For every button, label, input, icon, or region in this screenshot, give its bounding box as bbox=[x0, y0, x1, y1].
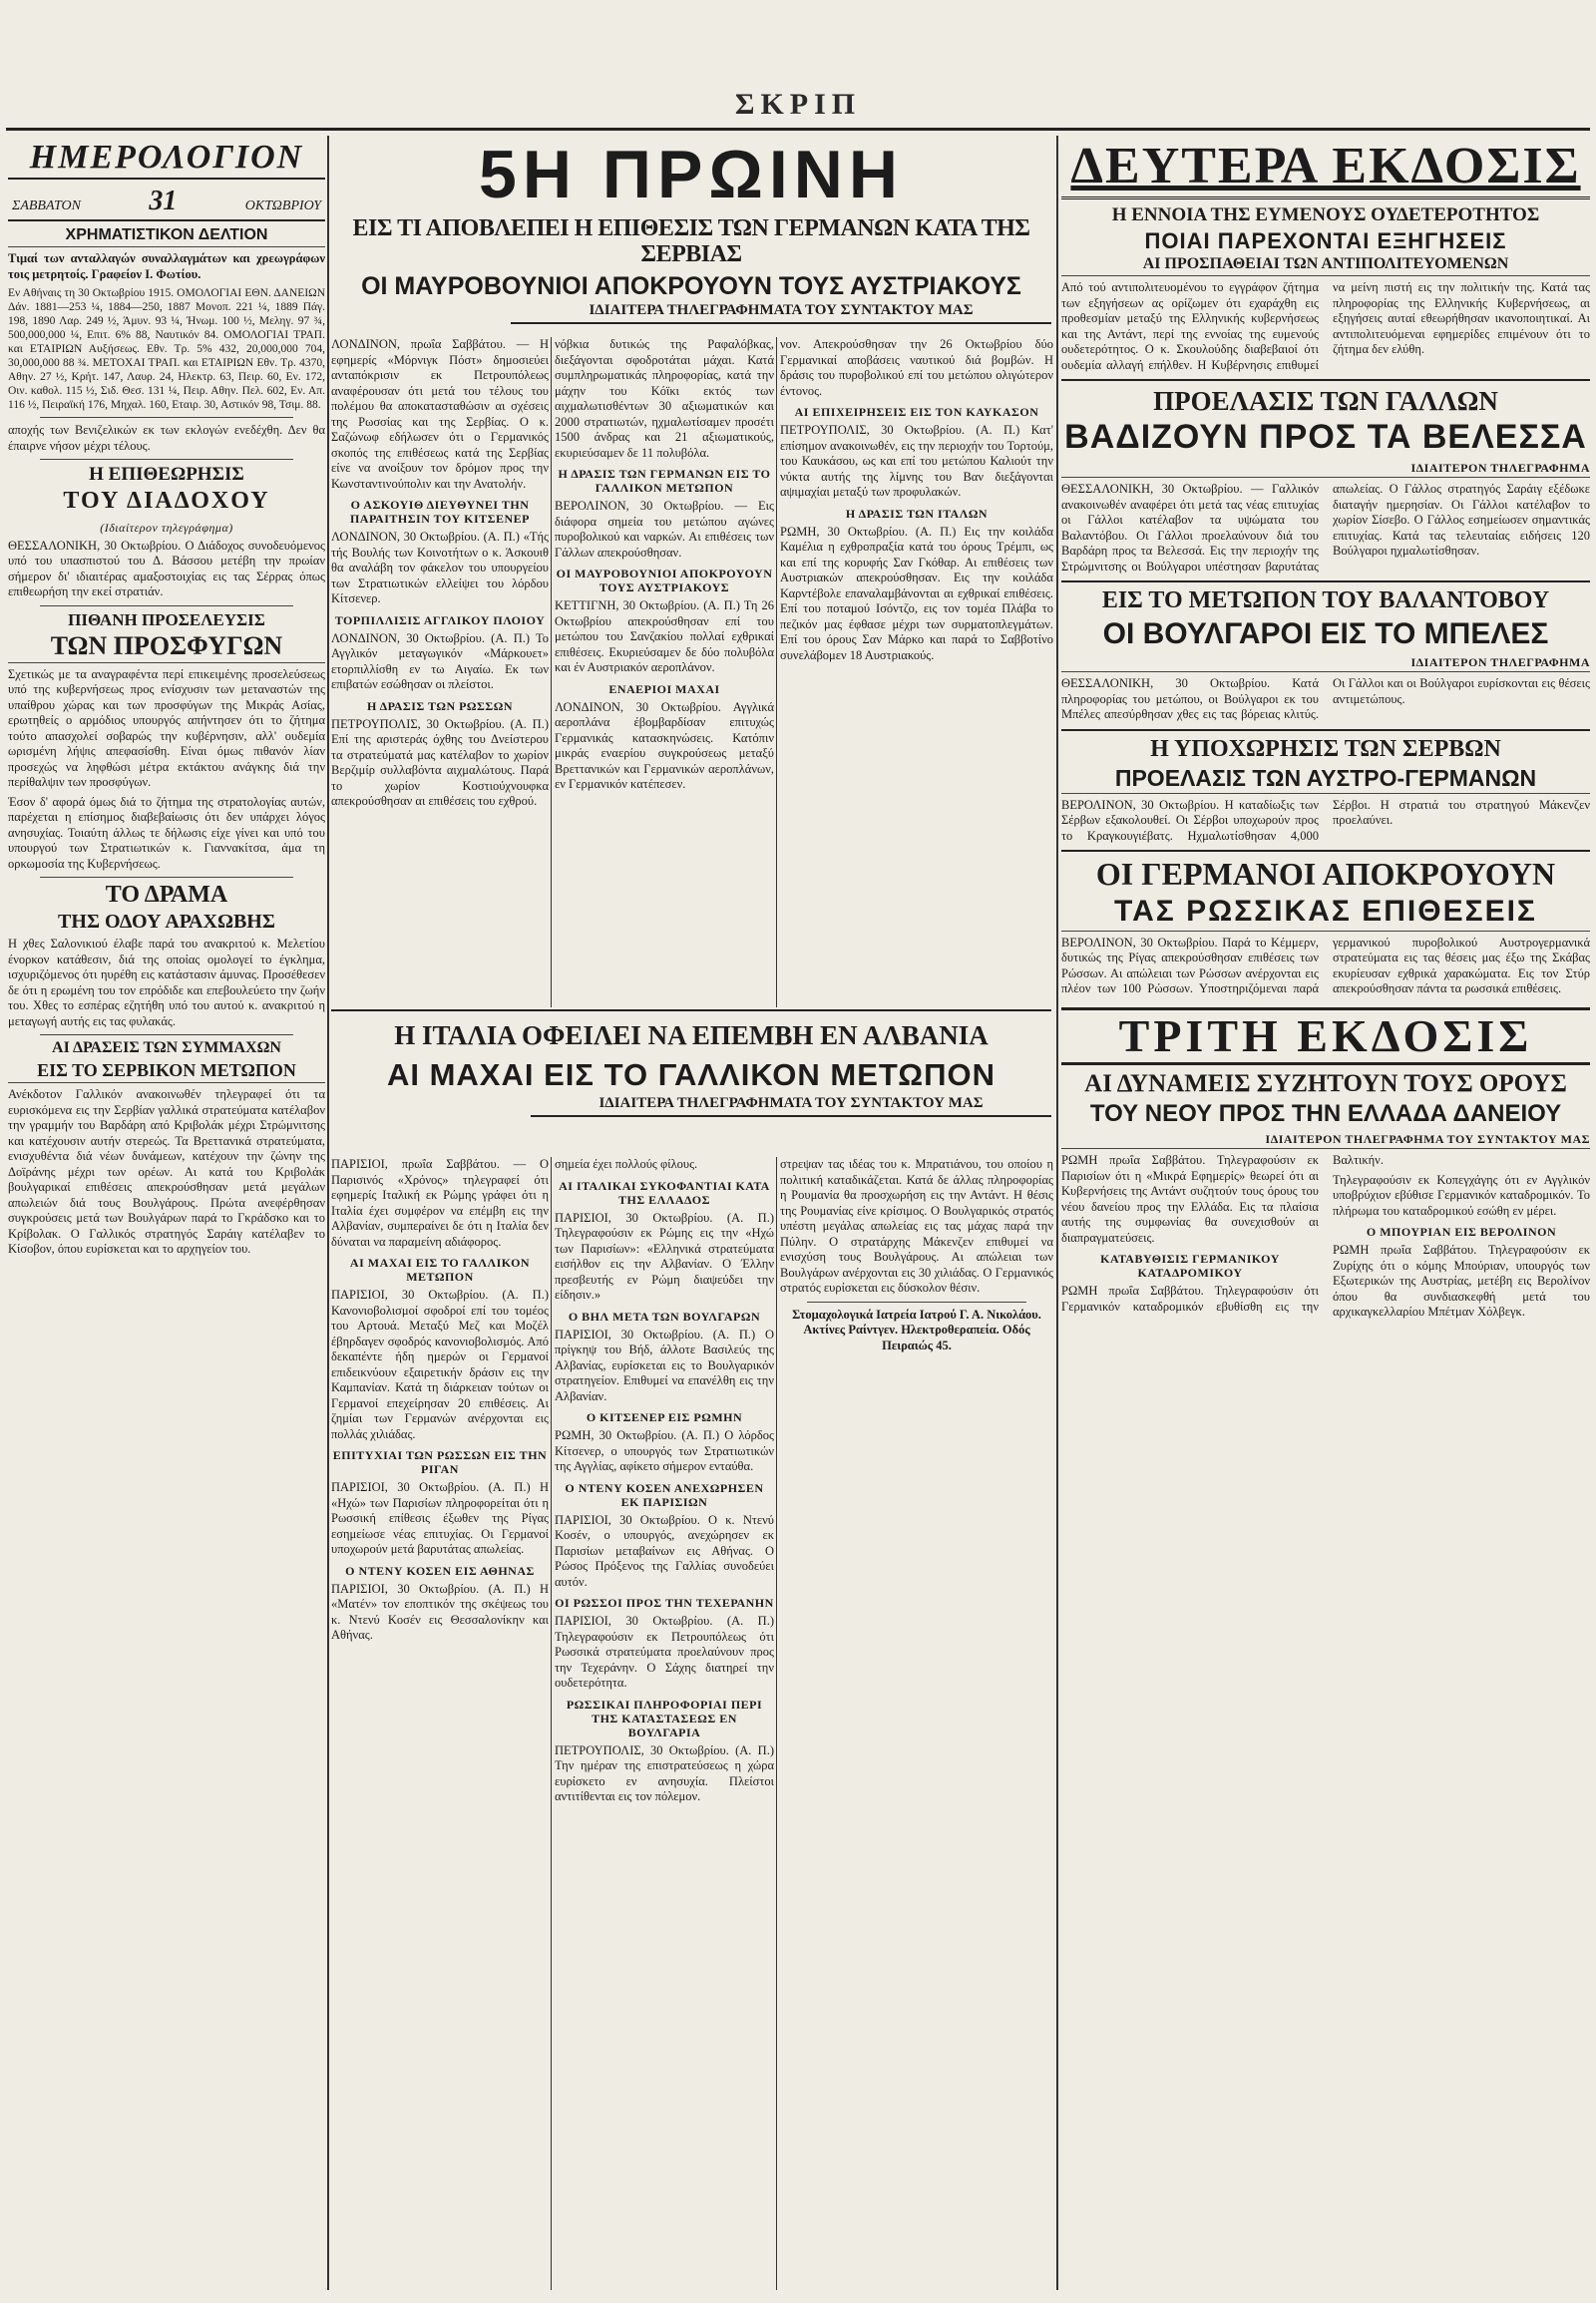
serbs-text: ΒΕΡΟΛΙΝΟΝ, 30 Οκτωβρίου. Η καταδίωξις των Σέρβων εξακολουθεί. Οι Σέρβοι υποχωρούν προς το Κραγκουγιέβατς. Ηχμαλωτίσθησαν 4,000 Σέρβοι. Η στρατιά του στρατηγού Μάκενζεν προελαύνει. bbox=[1061, 797, 1590, 843]
divider bbox=[1061, 580, 1590, 582]
burian-text: ΡΩΜΗ πρωΐα Σαββάτου. Τηλεγραφούσιν εκ Ζυρίχης ότι ο κόμης Μπούριαν, υπουργός των Εξωτερικών της Αυστρίας, μετέβη εις Βερολίνον όπου θα συνδιασκεφθή μετά του αρχικαγκελλαρίου Μπέτμαν Χόλβεγκ. bbox=[1333, 1243, 1590, 1320]
valandovo-headline-2: ΟΙ ΒΟΥΛΓΑΡΟΙ ΕΙΣ ΤΟ ΜΠΕΛΕΣ bbox=[1102, 616, 1549, 650]
hemerologion-title: ΗΜΕΡΟΛΟΓΙΟΝ bbox=[8, 140, 325, 180]
c2-subheading-2: ΟΙ ΜΑΥΡΟΒΟΥΝΙΟΙ ΑΠΟΚΡΟΥΟΥΝ ΤΟΥΣ ΑΥΣΤΡΙΑΚΟΥΣ bbox=[556, 567, 773, 594]
c3-subheading-2: Η ΔΡΑΣΙΣ ΤΩΝ ΙΤΑΛΩΝ bbox=[845, 506, 989, 521]
c1-subheading-1: Ο ΑΣΚΟΥΙΘ ΔΙΕΥΘΥΝΕΙ ΤΗΝ ΠΑΡΑΙΤΗΣΙΝ ΤΟΥ ΚΙΤΣΕΝΕΡ bbox=[349, 498, 531, 526]
i2-text-2: ΠΑΡΙΣΙΟΙ, 30 Οκτωβρίου. (Α. Π.) Τηλεγραφούσιν εκ Ρώμης εις την «Ηχώ των Παρισίων»: «Ελληνικά στρατεύματα εισήλθον εις την Αλβανίαν. Ο Έλλην πρεσβευτής εν Ρώμη διαψεύδει την είδησιν.» bbox=[555, 1210, 774, 1302]
divider bbox=[40, 605, 293, 606]
i2-subheading-4: Ο ΝΤΕΝΥ ΚΟΣΕΝ ΑΝΕΧΩΡΗΣΕΝ ΕΚ ΠΑΡΙΣΙΩΝ bbox=[565, 1480, 764, 1509]
i1-text-2: ΠΑΡΙΣΙΟΙ, 30 Οκτωβρίου. (Α. Π.) Κανονιοβολισμοί σφοδροί επί του τομέος του Αρτουά. Μεταξύ Μεζ και Μοζέλ έβηρδαγεν σφοδρός κανονιοβολισμός. Από δεκαπέντε ήδη ημερών οι Γερμανοί επιδεικνύουν εξαιρετικήν δράσιν εις την Καμπανίαν. Κατά τη διάρκειαν τούτων οι Γερμανοί επεχείρησαν 20 επιθέσεις. Αι ζημίαι των Γερμανών ανέρχονται εις πολλάς χιλιάδας. bbox=[331, 1288, 549, 1441]
germans-headline-2: ΤΑΣ ΡΩΣΣΙΚΑΣ ΕΠΙΘΕΣΕΙΣ bbox=[1061, 896, 1590, 932]
italy-headline-1: Η ΙΤΑΛΙΑ ΟΦΕΙΛΕΙ ΝΑ ΕΠΕΜΒΗ ΕΝ ΑΛΒΑΝΙΑ bbox=[394, 1020, 989, 1050]
italy-headline-2: ΑΙ ΜΑΧΑΙ ΕΙΣ ΤΟ ΓΑΛΛΙΚΟΝ ΜΕΤΩΠΟΝ bbox=[386, 1057, 997, 1093]
loan-columns bbox=[1061, 1153, 1590, 1321]
valandovo-text: ΘΕΣΣΑΛΟΝΙΚΗ, 30 Οκτωβρίου. Κατά πληροφορίας του μετώπου, οι Βούλγαροι εκ του Μπέλες απεσύρθησαν χθες εις τας βόρειας κλιτύς. Οι Γάλλοι και οι Βούλγαροι ευρίσκονται εις θέσεις αντιμετώπους. bbox=[1061, 676, 1590, 722]
lower-column-3 bbox=[780, 1157, 1053, 2290]
c1-text-4: ΠΕΤΡΟΥΠΟΛΙΣ, 30 Οκτωβρίου. (Α. Π.) Επί της αριστεράς όχθης του Δνείστερου τα στρατεύματά μας κατέλαβον το χωρίον Βερζιμίρ συλλαβόντα αιχμαλώτους. Παρά το χωρίον Κοστιούχνουφκα απεκρούσθησαν αι επιθέσεις του εχθρού. bbox=[331, 716, 549, 808]
i2-text-4: ΡΩΜΗ, 30 Οκτωβρίου. (Α. Π.) Ο λόρδος Κίτσενερ, ο υπουργός των Στρατιωτικών της Αγγλίας, αφίκετο σήμερον ενταύθα. bbox=[555, 1428, 774, 1473]
drama-text: Η χθες Σαλονικιού έλαβε παρά του ανακριτού κ. Μελετίου ένορκον κατάθεσιν, διά της οποίας ομολογεί το έγκλημα, ισχυριζόμενος ότι ηυρέθη εις κατάστασιν άμυνας. Προσέθεσεν δε ότι η ερωμένη του τον επρόδιδε και επεβουλεύετο την ζωήν του. Χθες το εσπέρας εζητήθη υπό του αυτού κ. ανακριτού η μεταγωγή αυτής εις τας φυλακάς. bbox=[8, 937, 325, 1028]
i2-subheading-1: ΑΙ ΙΤΑΛΙΚΑΙ ΣΥΚΟΦΑΝΤΙΑΙ ΚΑΤΑ ΤΗΣ ΕΛΛΑΔΟΣ bbox=[559, 1178, 770, 1207]
main-headline-1: ΕΙΣ ΤΙ ΑΠΟΒΛΕΠΕΙ Η ΕΠΙΘΕΣΙΣ ΤΩΝ ΓΕΡΜΑΝΩΝ ΚΑΤΑ ΤΗΣ ΣΕΡΒΙΑΣ bbox=[352, 215, 1030, 267]
cruiser-text: ΡΩΜΗ πρωΐα Σαββάτου. Τηλεγραφούσιν ότι Γερμανικόν καταδρομικόν εβυθίσθη εις την Βαλτικήν. bbox=[1061, 1153, 1384, 1314]
c2-text: νόβκια δυτικώς της Ραφαλόβκας, διεξάγονται σφοδροτάται μάχαι. Κατά συμπληρωματικάς πληροφορίας, κατά την μάχην του Κόϊκι εκτός των αιχμαλωτισθέντων 30 αξιωματικών και 2000 στρατιωτών, ηχμαλωτίσαμεν πρoσέτι 1500 άνδρας και 21 αξιωματικούς, εκυριεύσαμεν δε 11 πολυβόλα. bbox=[555, 337, 774, 460]
i1-subheading-3: Ο ΝΤΕΝΥ ΚΟΣΕΝ ΕΙΣ ΑΘΗΝΑΣ bbox=[345, 1563, 535, 1578]
c3-subheading-1: ΑΙ ΕΠΙΧΕΙΡΗΣΕΙΣ ΕΙΣ ΤΟΝ ΚΑΥΚΑΣΟΝ bbox=[794, 405, 1039, 419]
doctor-advertisement: Στομαχολογικά Ιατρεία Ιατρού Γ. Α. Νικολάου. Ακτίνες Ραίντγεν. Ηλεκτροθεραπεία. Οδός Πειραιώς 45. bbox=[792, 1307, 1041, 1352]
neutrality-text: Από τού αντιπολιτευομένου το εγγράφον ζήτημα των εξηγήσεων ας ορίζωμεν ότι εχαράχθη εις προθεσμίαν μεταξύ της Ελληνικής κυβερνήσεως και της Αντάντ, περί της εννοίας της ευμενούς ουδετερότητος. Ο κ. Σκουλούδης διαβεβαιοί ότι ουδεμία αλλαγή επήλθεν. Η Κυβέρνησις επιθυμεί να μείνη πιστή εις την πολιτικήν της. Κατά τας πληροφορίας της Ελληνικής Κυβερνήσεως, αι εξηγήσεις αυταί εθεωρήθησαν ικανοποιητικαί. Αι αντιπολιτευόμεναι εφημερίδες επιμένουν ότι το ζήτημα δεν ελύθη. bbox=[1061, 280, 1590, 372]
drama-heading-2: ΤΗΣ ΟΔΟΥ ΑΡΑΧΩΒΗΣ bbox=[58, 911, 275, 934]
refugees-text: Σχετικώς με τα αναγραφέντα περί επικειμένης προσελεύσεως υπό της κυβερνήσεως προς ενίσχυσιν των μεταναστών της υπαίθρου χώρας και των προσφύγων της Μικράς Ασίας, ερωτηθείς ο αρμόδιος υπουργός απήντησεν ότι το ζήτημα τούτο απασχολεί σοβαρώς την κυβέρνησιν, αλλ' ουδεμία ωρισμένη λήψις απεφασίσθη. Είναι όμως πιθανόν λίαν προσεχώς να ληφθώσι μέτρα εκτάκτου ανάγκης διά την περίθαλψιν των προσφύγων. bbox=[8, 666, 325, 790]
morning-edition-banner: 5Η ΠΡΩΙΝΗ bbox=[479, 137, 904, 212]
allies-text: Ανέκδοτον Γαλλικόν ανακοινωθέν τηλεγραφεί ότι τα ευρισκόμενα εις την Σερβίαν γαλλικά στρατεύματα κατέλαβον την γραμμήν του Βαρδάρη από Κριβολάκ μέχρι Στρώμνιτσης και κατέχουσιν αυτήν στερεώς. Τα Βρεττανικά στρατεύματα, ενισχυθέντα διά νέων δυνάμεων, κατέχουν την ζώνην της Δοϊράνης μέχρι των ορέων. Αι κατά του Κριβολάκ βουλγαρικαί επιθέσεις απεκρούσθησαν μετά μεγάλων απωλειών διά τους Βουλγάρους. Πρώτα ανεφέρθησαν συγκρούσεις μετά των Βουλγάρων παρά το Γκράδσκο και το Κρίβολακ. Ο Γαλλικός στρατηγός Σαράιγ κατέλαβεν το Κίσοβον, όπου ευρίσκεται και το αρχηγείον του. bbox=[8, 1087, 325, 1257]
c3-text-2: ΠΕΤΡΟΥΠΟΛΙΣ, 30 Οκτωβρίου. (Α. Π.) Κατ' επίσημον ανακοινωθέν, εις την περιοχήν του Τορτούμ, του Καυκάσου, ως και επί του μετώπου Καλιούτ την νύκτα αυτής της λίμνης του Βαν διεξάγονται αψιμαχίαι μεταξύ των προφυλακών. bbox=[780, 423, 1053, 499]
cruiser-subheading: ΚΑΤΑΒΥΘΙΣΙΣ ΓΕΡΜΑΝΙΚΟΥ ΚΑΤΑΔΡΟΜΙΚΟΥ bbox=[1100, 1252, 1280, 1281]
financial-bulletin-intro: Τιμαί των ανταλλαγών συναλλαγμάτων και χρεωγράφων τοις μετρητοίς. Γραφείον Ι. Φωτίου. bbox=[8, 251, 325, 281]
third-edition-title: ΤΡΙΤΗ ΕΚΔΟΣΙΣ bbox=[1061, 1007, 1590, 1065]
gauls-headline-2: ΒΑΔΙΖΟΥΝ ΠΡΟΣ ΤΑ ΒΕΛΕΣΣΑ bbox=[1064, 417, 1587, 456]
divider bbox=[40, 877, 293, 878]
date-line bbox=[8, 184, 325, 221]
italy-headline-3: ΙΔΙΑΙΤΕΡΑ ΤΗΛΕΓΡΑΦΗΜΑΤΑ ΤΟΥ ΣΥΝΤΑΚΤΟΥ ΜΑΣ bbox=[531, 1096, 1051, 1117]
c3-text: νον. Απεκρούσθησαν την 26 Οκτωβρίου δύο Γερμανικαί αποβάσεις ναυτικού διά βομβών. Η δράσις του πυροβολικού επί του μετώπου ολιγώτερον έντονος. bbox=[780, 337, 1053, 398]
c3-text-3: ΡΩΜΗ, 30 Οκτωβρίου. (Α. Π.) Εις την κοιλάδα Καμέλια η εχθροπραξία κατά του όρους Τρέμπι, ως και επί της κορυφής Σαν Γκόθαρ. Αι επιθέσεις των Αυστριακών απεκρούσθησαν. Εις την κοιλάδα Καρντέβολε επαναλαμβάνονται αι εχθρικαί επιθέσεις. Επί του ποταμού Ισόντζο, εις τον τομέα Πλάβα το πεζικόν μας έφθασε μέχρι των συρματοπλεγμάτων. Επί του όρους Σαν Μάρκο και παρά το Σαββοτίνο συνελάβομεν 18 Αυστριακούς. bbox=[780, 524, 1053, 662]
loan-text: ΡΩΜΗ πρωΐα Σαββάτου. Τηλεγραφούσιν εκ Παρισίων ότι η «Μικρά Εφημερίς» θεωρεί ότι αι Κυβερνήσεις της Αντάντ συζητούν τους όρους του νέου δανείου προς την Ελλάδα. Εις τα πλαίσια αυτής της συμφωνίας θα συνεχισθούν αι διαπραγματεύσεις. bbox=[1061, 1153, 1319, 1245]
morning-edition-header bbox=[331, 136, 1051, 328]
column-divider bbox=[776, 337, 777, 1007]
fragment-text: αποχής των Βενιζελικών εκ των εκλογών ενεδέχθη. Δεν θα έπαιρνε νήσον μέχρι τέλους. bbox=[8, 423, 325, 453]
divider bbox=[40, 1034, 293, 1035]
italy-header bbox=[331, 1009, 1051, 1121]
drama-heading-1: ΤΟ ΔΡΑΜΑ bbox=[105, 882, 228, 909]
loan-headline-2: ΤΟΥ ΝΕΟΥ ΠΡΟΣ ΤΗΝ ΕΛΛΑΔΑ ΔΑΝΕΙΟΥ bbox=[1089, 1100, 1562, 1128]
i3-text: στρεψαν τας ιδέας του κ. Μπρατιάνου, του οποίου η πολιτική καταδικάζεται. Κατά δε άλλας πληροφορίας η Ρουμανία θα προσχωρήση εις την Αντάντ. Η θέσις της Ρουμανίας είνε κρίσιμος. Ο Βουλγαρικός στρατός υπέστη μεγάλας απωλείας εις τας μάχας παρά την Πύλην. Ο στρατάρχης Μάκενζεν επιθυμεί να ενισχύση τους Βουλγάρους. Αι απώλειαι των Βουλγάρων ανέρχονται εις 30 χιλιάδας. Ο Γερμανικός στρατός ευρίσκεται εις δύσκολον θέσιν. bbox=[780, 1157, 1053, 1295]
i1-text-3: ΠΑΡΙΣΙΟΙ, 30 Οκτωβρίου. (Α. Π.) Η «Ηχώ» των Παρισίων πληροφορείται ότι η Ρωσσική επίθεσις έξωθεν της Ρίγας εσημείωσε νέας επιτυχίας. Οι Γερμανοί υποχωρούν μετά βαρυτάτας απωλείας. bbox=[331, 1480, 549, 1556]
i2-subheading-3: Ο ΚΙΤΣΕΝΕΡ ΕΙΣ ΡΩΜΗΝ bbox=[586, 1410, 743, 1424]
inspection-text: ΘΕΣΣΑΛΟΝΙΚΗ, 30 Οκτωβρίου. Ο Διάδοχος συνοδευόμενος υπό του υπασπιστού του Δ. Βάσσου μετέβη την πρωίαν σήμερον δι' ιδιαιτέρας αμαξοστοιχίας εις τας Σέρρας όπως επιθεωρήση την εκεί στρατιάν. bbox=[8, 538, 325, 599]
c1-subheading-3: Η ΔΡΑΣΙΣ ΤΩΝ ΡΩΣΣΩΝ bbox=[366, 698, 514, 713]
germans-headline-1: ΟΙ ΓΕΡΜΑΝΟΙ ΑΠΟΚΡΟΥΟΥΝ bbox=[1095, 856, 1556, 893]
main-headline-3: ΙΔΙΑΙΤΕΡΑ ΤΗΛΕΓΡΑΦΗΜΑΤΑ ΤΟΥ ΣΥΝΤΑΚΤΟΥ ΜΑΣ bbox=[511, 303, 1051, 324]
neutrality-headline-3: ΑΙ ΠΡΟΣΠΑΘΕΙΑΙ ΤΩΝ ΑΝΤΙΠΟΛΙΤΕΥΟΜΕΝΩΝ bbox=[1061, 256, 1590, 277]
gauls-subheading: ΙΔΙΑΙΤΕΡΟΝ ΤΗΛΕΓΡΑΦΗΜΑ bbox=[1061, 461, 1590, 478]
divider bbox=[1061, 729, 1590, 731]
second-edition-title: ΔΕΥΤΕΡΑ ΕΚΔΟΣΙΣ bbox=[1061, 140, 1590, 199]
serbs-headline-2: ΠΡΟΕΛΑΣΙΣ ΤΩΝ ΑΥΣΤΡΟ-ΓΕΡΜΑΝΩΝ bbox=[1061, 766, 1590, 794]
allies-heading-2: ΕΙΣ ΤΟ ΣΕΡΒΙΚΟΝ ΜΕΤΩΠΟΝ bbox=[8, 1061, 325, 1083]
middle-column-3 bbox=[780, 337, 1053, 1007]
c1-text-3: ΛΟΝΔΙΝΟΝ, 30 Οκτωβρίου. (Α. Π.) Το Αγγλικόν μεταγωγικόν «Μάρκουετ» ετορπιλλίσθη εν τω Αιγαίω. Εκ των επιβατών εσώθησαν οι πλείστοι. bbox=[331, 630, 549, 691]
c1-text-2: ΛΟΝΔΙΝΟΝ, 30 Οκτωβρίου. (Α. Π.) «Τής τής Βουλής των Κοινοτήτων ο κ. Άσκουιθ θα αναλάβη τον φάκελον του υπουργείου των Στρατιωτικών ελλείψει του λόρδου Κίτσενερ. bbox=[331, 530, 549, 605]
i2-text-7: ΠΕΤΡΟΥΠΟΛΙΣ, 30 Οκτωβρίου. (Α. Π.) Την ημέραν της επιστρατεύσεως η χώρα ευρίσκετο εν ανησυχία. Πλείστοι αντιτίθενται εις τον πόλεμον. bbox=[555, 1742, 774, 1803]
i2-text: σημεία έχει πολλούς φίλους. bbox=[555, 1157, 698, 1171]
day-name: ΣΑΒΒΑΤΟΝ bbox=[12, 197, 81, 213]
gauls-text: ΘΕΣΣΑΛΟΝΙΚΗ, 30 Οκτωβρίου. — Γαλλικόν ανακοινωθέν αναφέρει ότι μετά τας νέας επιτυχίας οι Γάλλοι κατέλαβον τα υψώματα του Βαλαντόβου. Οι Γάλλοι προελαύνουν διά του Βαρδάρη προς τα Βελεσσά. Εις την περιοχήν της Στρώμνιτσης οι Βούλγαροι υπέστησαν βαρυτάτας απωλείας. Ο Γάλλος στρατηγός Σαράιγ εξέδωκε διαταγήν ημερησίαν. Οι Γάλλοι κατέλαβον το χωρίον Σίσεβο. Ο Γάλλος εσημείωσεν σημαντικάς επιτυχίας. Κατά τας τελευταίας ειδήσεις 120 Βούλγαροι ηχμαλωτίσθησαν. bbox=[1061, 482, 1590, 574]
right-column bbox=[1061, 136, 1590, 2290]
divider bbox=[1061, 379, 1590, 381]
inspection-heading-2: ΤΟΥ ΔΙΑΔΟΧΟΥ bbox=[63, 488, 270, 515]
lower-column-2 bbox=[555, 1157, 774, 2290]
divider bbox=[807, 1302, 1025, 1303]
inspection-subheading: (Ιδιαίτερον τηλεγράφημα) bbox=[100, 520, 233, 535]
cruiser-text-2: Τηλεγραφούσιν εκ Κοπεγχάγης ότι εν Αγγλικόν υποβρύχιον εβύθισε Γερμανικόν καταδρομικόν. Το πλήρωμα του καταδρομικού εσώθη εν μέρει. bbox=[1333, 1172, 1590, 1218]
loan-headline-1: ΑΙ ΔΥΝΑΜΕΙΣ ΣΥΖΗΤΟΥΝ ΤΟΥΣ ΟΡΟΥΣ bbox=[1084, 1069, 1567, 1097]
financial-bulletin-text: Εν Αθήναις τη 30 Οκτωβρίου 1915. ΟΜΟΛΟΓΙΑΙ ΕΘΝ. ΔΑΝΕΙΩΝ Δάν. 1881—253 ¼, 1884—250, 1887 Μονοπ. 221 ¼, 1889 Πάγ. 198, 1890 Λαρ. 249 ½, Άμυν. 93 ¼, Ήνωμ. 100 ½, Μεληγ. 97 ¾, 500,000,000 ¼, Επιτ. 6% 88, Ναυτικόν 84. ΟΜΟΛΟΓΙΑΙ ΤΡΑΠ. και ΕΤΑΙΡΙΩΝ Αυξήσεως. Εθν. Τρ. 5% 432, 20,000,000 704, 30,000,000 88 ¾. ΜΕΤΟΧΑΙ ΤΡΑΠ. και ΕΤΑΙΡΙΩΝ Εθν. Τρ. 4370, Αθην. 27 ½, Κρήτ. 147, Λαυρ. 24, Ηλεκτρ. 63, Πειρ. 60, Εν. 172, Οιν. καθολ. 115 ½, Σιδ. Θεσ. 131 ¼, Πειρ. Αθην. Πελ. 602, Εν. Απ. 116 ½, Πειραϊκή 176, Μηχαλ. 160, Εταιρ. 30, Αστικόν 98, Τσιμ. 88. bbox=[8, 287, 325, 412]
date-number: 31 bbox=[149, 185, 178, 216]
refugees-heading-2: ΤΩΝ ΠΡΟΣΦΥΓΩΝ bbox=[8, 632, 325, 662]
i2-text-3: ΠΑΡΙΣΙΟΙ, 30 Οκτωβρίου. (Α. Π.) Ο πρίγκηψ του Βήδ, άλλοτε Βασιλεύς της Αλβανίας, ευρίσκεται εις το Βουλγαρικόν στρατηγείον. Επιθυμεί να επανέλθη εις την Αλβανίαν. bbox=[555, 1327, 774, 1403]
valandovo-headline-1: ΕΙΣ ΤΟ ΜΕΤΩΠΟΝ ΤΟΥ ΒΑΛΑΝΤΟΒΟΥ bbox=[1101, 587, 1550, 614]
c2-text-3: ΚΕΤΤΙΓΝΗ, 30 Οκτωβρίου. (Α. Π.) Τη 26 Οκτωβρίου απεκρούσθησαν επί του μετώπου του Σανζακίου πολλαί εχθρικαί επιθέσεις. Εκυριεύσαμεν δε δύο πολυβόλα και έν Αυστριακόν αεροπλάνον. bbox=[555, 598, 774, 674]
divider bbox=[1061, 850, 1590, 852]
month-name: ΟΚΤΩΒΡΙΟΥ bbox=[244, 197, 321, 213]
neutrality-headline-1: Η ΕΝΝΟΙΑ ΤΗΣ ΕΥΜΕΝΟΥΣ ΟΥΔΕΤΕΡΟΤΗΤΟΣ bbox=[1111, 203, 1540, 225]
c2-text-2: ΒΕΡΟΛΙΝΟΝ, 30 Οκτωβρίου. — Εις διάφορα σημεία του μετώπου αγώνες πυροβολικού και ναρκών. Αι επιθέσεις των Γάλλων απεκρούσθησαν. bbox=[555, 499, 774, 560]
c1-text: ΛΟΝΔΙΝΟΝ, πρωΐα Σαββάτου. — Η εφημερίς «Μόρνιγκ Πόστ» δημοσιεύει ανταπόκρισιν εκ Πετρουπόλεως αναφέρουσαν ότι μετά του τέλους του πολέμου θα αποκατασταθώσιν αι σχέσεις της Ρωσσίας και της Σερβίας. Ο κ. Σαζώνωφ εδήλωσεν ότι ο Γερμανικός σκοπός της επιθέσεως κατά της Σερβίας είνε να ανοίξουν τον δρόμον προς την Κωνσταντινούπολιν και την Ανατολήν. bbox=[331, 337, 549, 491]
i2-text-6: ΠΑΡΙΣΙΟΙ, 30 Οκτωβρίου. (Α. Π.) Τηλεγραφούσιν εκ Πετρουπόλεως ότι Ρωσσικά στρατεύματα προελαύνουν προς την Τεχεράνην. Ο Σάχης διατηρεί την ουδετερότητα. bbox=[555, 1614, 774, 1690]
loan-subheading: ΙΔΙΑΙΤΕΡΟΝ ΤΗΛΕΓΡΑΦΗΜΑ ΤΟΥ ΣΥΝΤΑΚΤΟΥ ΜΑΣ bbox=[1061, 1132, 1590, 1149]
column-divider bbox=[776, 1157, 777, 2290]
neutrality-headline-2: ΠΟΙΑΙ ΠΑΡΕΧΟΝΤΑΙ ΕΞΗΓΗΣΕΙΣ bbox=[1144, 227, 1507, 253]
financial-bulletin-heading: ΧΡΗΜΑΤΙΣΤΙΚΟΝ ΔΕΛΤΙΟΝ bbox=[8, 227, 325, 248]
inspection-heading-1: Η ΕΠΙΘΕΩΡΗΣΙΣ bbox=[89, 464, 244, 486]
divider bbox=[40, 459, 293, 460]
valandovo-subheading: ΙΔΙΑΙΤΕΡΟΝ ΤΗΛΕΓΡΑΦΗΜΑ bbox=[1061, 655, 1590, 672]
middle-column-2 bbox=[555, 337, 774, 1007]
i2-subheading-5: ΟΙ ΡΩΣΣΟΙ ΠΡΟΣ ΤΗΝ ΤΕΧΕΡΑΝΗΝ bbox=[555, 1596, 774, 1610]
germans-text: ΒΕΡΟΛΙΝΟΝ, 30 Οκτωβρίου. Παρά το Κέμμερν, δυτικώς της Ρίγας απεκρούσθησαν επιθέσεις των Ρώσσων. Αι απώλειαι των Ρώσσων ανέρχονται εις πλέον των 100 Ρώσσων. Υποστηριζόμεναι παρά γερμανικού πυροβολικού Αυστρογερμανικά στρατεύματα εις τας θέσεις μας έξω της Σκάβας εκυρίευσαν εχθρικά χαρακώματα. Εις τον Στύρ απεκρούσθησαν πάντα τα ρωσσικά επιθέσεις. bbox=[1061, 935, 1590, 996]
i1-subheading-2: ΕΠΙΤΥΧΙΑΙ ΤΩΝ ΡΩΣΣΩΝ ΕΙΣ ΤΗΝ ΡΙΓΑΝ bbox=[332, 1448, 548, 1476]
c1-subheading-2: ΤΟΡΠΙΛΛΙΣΙΣ ΑΓΓΛΙΚΟΥ ΠΛΟΙΟΥ bbox=[334, 612, 546, 627]
column-divider bbox=[327, 136, 329, 2290]
column-divider bbox=[1056, 136, 1058, 2290]
i1-text-4: ΠΑΡΙΣΙΟΙ, 30 Οκτωβρίου. (Α. Π.) Η «Ματέν» τον εποπτικόν της σκέψεως του κ. Ντενύ Κοσέν εις Θεσσαλονίκην και Αθήνας. bbox=[331, 1581, 549, 1642]
serbs-headline-1: Η ΥΠΟΧΩΡΗΣΙΣ ΤΩΝ ΣΕΡΒΩΝ bbox=[1150, 735, 1501, 762]
c2-subheading-3: ΕΝΑΕΡΙΟΙ ΜΑΧΑΙ bbox=[608, 681, 720, 696]
allies-heading-1: ΑΙ ΔΡΑΣΕΙΣ ΤΩΝ ΣΥΜΜΑΧΩΝ bbox=[52, 1039, 281, 1057]
lower-column-1 bbox=[331, 1157, 549, 2290]
refugees-heading-1: ΠΙΘΑΝΗ ΠΡΟΣΕΛΕΥΣΙΣ bbox=[68, 609, 265, 629]
i2-subheading-2: Ο ΒΗΛ ΜΕΤΑ ΤΩΝ ΒΟΥΛΓΑΡΩΝ bbox=[568, 1309, 761, 1324]
refugees-text-2: Έσον δ' αφορά όμως διά το ζήτημα της στρατολογίας αυτών, παρέχεται η επίσημος διαβεβαίωσις ότι δεν υπάρχει λόγος ανησυχίας. Τοιαύτη άλλως τε δήλωσις είχε γίνει και υπό του υπουργού των Στρατιωτικών κ. Γιαννακίτσα, άμα τη ορκωμοσία της Κυβερνήσεως. bbox=[8, 794, 325, 871]
left-column bbox=[8, 136, 325, 1262]
masthead: ΣΚΡΙΠ bbox=[734, 88, 862, 121]
i2-subheading-6: ΡΩΣΣΙΚΑΙ ΠΛΗΡΟΦΟΡΙΑΙ ΠΕΡΙ ΤΗΣ ΚΑΤΑΣΤΑΣΕΩΣ ΕΝ ΒΟΥΛΓΑΡΙΑ bbox=[566, 1697, 763, 1739]
i2-text-5: ΠΑΡΙΣΙΟΙ, 30 Οκτωβρίου. Ο κ. Ντενύ Κοσέν, ο υπουργός, ανεχώρησεν εκ Παρισίων μεταβαίνων εις Αθήνας. Ο Ρώσος Πρόξενος της Γαλλίας συνοδεύει αυτόν. bbox=[555, 1512, 774, 1589]
c2-subheading-1: Η ΔΡΑΣΙΣ ΤΩΝ ΓΕΡΜΑΝΩΝ ΕΙΣ ΤΟ ΓΑΛΛΙΚΟΝ ΜΕΤΩΠΟΝ bbox=[558, 467, 771, 495]
divider bbox=[40, 417, 293, 418]
gauls-headline-1: ΠΡΟΕΛΑΣΙΣ ΤΩΝ ΓΑΛΛΩΝ bbox=[1153, 386, 1498, 417]
i1-subheading-1: ΑΙ ΜΑΧΑΙ ΕΙΣ ΤΟ ΓΑΛΛΙΚΟΝ ΜΕΤΩΠΟΝ bbox=[349, 1256, 531, 1284]
column-divider bbox=[551, 337, 552, 1007]
burian-subheading: Ο ΜΠΟΥΡΙΑΝ ΕΙΣ ΒΕΡΟΛΙΝΟΝ bbox=[1366, 1225, 1557, 1240]
middle-column-1 bbox=[331, 337, 549, 1007]
i1-text: ΠΑΡΙΣΙΟΙ, πρωΐα Σαββάτου. — Ο Παρισινός «Χρόνος» τηλεγραφεί ότι εφημερίς Ιταλική εκ Ρώμης γράφει ότι η Ιταλία έχει συμφέρον να επέμβη εις την Αλβανίαν, συμπεραίνει δε ότι η Ιταλία δεν δύναται να παραμείνη αδιάφορος. bbox=[331, 1157, 549, 1249]
masthead-rule bbox=[6, 128, 1590, 131]
main-headline-2: ΟΙ ΜΑΥΡΟΒΟΥΝΙΟΙ ΑΠΟΚΡΟΥΟΥΝ ΤΟΥΣ ΑΥΣΤΡΙΑΚΟΥΣ bbox=[361, 271, 1021, 300]
c2-text-4: ΛΟΝΔΙΝΟΝ, 30 Οκτωβρίου. Αγγλικά αεροπλάνα έβομβαρδίσαν επιτυχώς Γερμανικάς κατασκηνώσεις. Κατόπιν μικράς εναερίου συγκρούσεως μεταξύ Βρεττανικών και Γερμανικών αεροπλάνων, εν Γερμανικόν κατέπεσεν. bbox=[555, 699, 774, 791]
column-divider bbox=[551, 1157, 552, 2290]
